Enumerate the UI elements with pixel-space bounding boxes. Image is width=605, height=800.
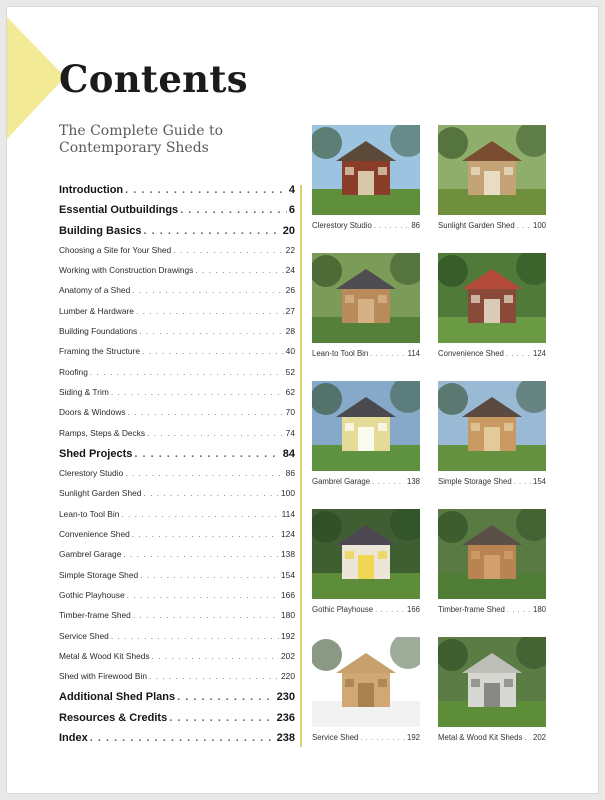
toc-item-label: Roofing bbox=[59, 366, 88, 377]
toc-page-number: 40 bbox=[285, 346, 295, 357]
shed-thumbnail[interactable] bbox=[438, 253, 546, 358]
leader-dots bbox=[123, 549, 279, 559]
page-title: Contents bbox=[59, 57, 248, 101]
leader-dots bbox=[132, 529, 279, 539]
shed-photo bbox=[312, 125, 420, 215]
toc-entry[interactable] bbox=[59, 184, 295, 204]
leader-dots bbox=[144, 225, 281, 237]
toc-entry[interactable] bbox=[59, 387, 295, 407]
leader-dots bbox=[125, 468, 283, 478]
toc-page-number: 24 bbox=[285, 265, 295, 276]
toc-item-label: Choosing a Site for Your Shed bbox=[59, 244, 172, 255]
toc-item-label: Shed with Firewood Bin bbox=[59, 671, 147, 682]
leader-dots bbox=[139, 326, 283, 336]
leader-dots bbox=[507, 605, 531, 614]
thumbnail-caption bbox=[312, 477, 420, 486]
caption-label: Gothic Playhouse bbox=[312, 605, 374, 614]
toc-item-label: Simple Storage Shed bbox=[59, 569, 139, 580]
toc-page-number: 114 bbox=[281, 508, 295, 519]
toc-page-number: 4 bbox=[288, 184, 295, 196]
leader-dots bbox=[370, 349, 405, 358]
thumbnail-caption bbox=[438, 477, 546, 486]
toc-entry[interactable] bbox=[59, 306, 295, 326]
toc-section-label: Essential Outbuildings bbox=[59, 204, 179, 217]
toc-entry[interactable] bbox=[59, 367, 295, 387]
caption-page-number: 166 bbox=[406, 605, 420, 614]
toc-page-number: 62 bbox=[285, 386, 295, 397]
caption-label: Convenience Shed bbox=[438, 349, 504, 358]
thumbnail-caption bbox=[312, 221, 420, 230]
thumbnail-caption bbox=[438, 733, 546, 742]
toc-entry[interactable] bbox=[59, 732, 295, 752]
shed-photo bbox=[312, 509, 420, 599]
leader-dots bbox=[127, 590, 279, 600]
caption-label: Service Shed bbox=[312, 733, 359, 742]
caption-page-number: 154 bbox=[532, 477, 546, 486]
caption-page-number: 124 bbox=[532, 349, 546, 358]
book-subtitle bbox=[59, 123, 289, 157]
leader-dots bbox=[524, 733, 531, 742]
toc-entry[interactable] bbox=[59, 326, 295, 346]
toc-page-number: 124 bbox=[281, 529, 295, 540]
toc-entry[interactable] bbox=[59, 549, 295, 569]
leader-dots bbox=[372, 477, 405, 486]
leader-dots bbox=[360, 733, 405, 742]
shed-photo bbox=[438, 509, 546, 599]
toc-entry[interactable] bbox=[59, 245, 295, 265]
toc-item-label: Convenience Shed bbox=[59, 529, 130, 540]
toc-page-number: 202 bbox=[281, 650, 295, 661]
toc-entry[interactable] bbox=[59, 691, 295, 711]
caption-page-number: 86 bbox=[411, 221, 420, 230]
shed-photo bbox=[312, 253, 420, 343]
toc-section-label: Introduction bbox=[59, 184, 124, 196]
toc-entry[interactable] bbox=[59, 204, 295, 224]
thumbnail-caption bbox=[312, 349, 420, 358]
leader-dots bbox=[140, 570, 279, 580]
leader-dots bbox=[195, 265, 283, 275]
leader-dots bbox=[136, 306, 284, 316]
leader-dots bbox=[506, 349, 531, 358]
leader-dots bbox=[121, 509, 279, 519]
thumbnail-caption bbox=[438, 349, 546, 358]
shed-thumbnail[interactable] bbox=[438, 637, 546, 742]
shed-thumbnail[interactable] bbox=[438, 509, 546, 614]
shed-photo bbox=[312, 381, 420, 471]
caption-label: Lean-to Tool Bin bbox=[312, 349, 369, 358]
toc-entry[interactable] bbox=[59, 265, 295, 285]
leader-dots bbox=[134, 448, 280, 460]
toc-entry[interactable] bbox=[59, 225, 295, 245]
shed-thumbnail[interactable] bbox=[438, 125, 546, 230]
toc-page-number: 166 bbox=[281, 589, 295, 600]
subtitle-line-1: The Complete Guide to bbox=[59, 123, 224, 139]
subtitle-line-2: Contemporary Sheds bbox=[59, 140, 209, 156]
leader-dots bbox=[173, 245, 283, 255]
caption-label: Sunlight Garden Shed bbox=[438, 221, 515, 230]
leader-dots bbox=[375, 605, 405, 614]
toc-entry[interactable] bbox=[59, 407, 295, 427]
leader-dots bbox=[152, 651, 279, 661]
toc-page-number: 154 bbox=[281, 569, 295, 580]
toc-entry[interactable] bbox=[59, 509, 295, 529]
toc-item-label: Clerestory Studio bbox=[59, 468, 124, 479]
toc-entry[interactable] bbox=[59, 712, 295, 732]
toc-item-label: Gothic Playhouse bbox=[59, 589, 125, 600]
toc-page-number: 84 bbox=[282, 447, 295, 460]
toc-entry[interactable] bbox=[59, 346, 295, 366]
thumbnail-caption bbox=[312, 605, 420, 614]
toc-item-label: Timber-frame Shed bbox=[59, 610, 131, 621]
leader-dots bbox=[180, 204, 287, 216]
shed-photo bbox=[438, 125, 546, 215]
toc-section-label: Shed Projects bbox=[59, 447, 133, 460]
toc-item-label: Gambrel Garage bbox=[59, 549, 122, 560]
caption-label: Gambrel Garage bbox=[312, 477, 371, 486]
caption-page-number: 192 bbox=[406, 733, 420, 742]
thumbnail-caption bbox=[438, 221, 546, 230]
toc-page-number: 220 bbox=[281, 671, 295, 682]
toc-entry[interactable] bbox=[59, 448, 295, 468]
shed-thumbnail[interactable] bbox=[312, 637, 420, 742]
toc-entry[interactable] bbox=[59, 468, 295, 488]
toc-item-label: Ramps, Steps & Decks bbox=[59, 427, 146, 438]
toc-entry[interactable] bbox=[59, 529, 295, 549]
toc-item-label: Working with Construction Drawings bbox=[59, 265, 194, 276]
caption-label: Metal & Wood Kit Sheds bbox=[438, 733, 523, 742]
toc-entry[interactable] bbox=[59, 590, 295, 610]
toc-page-number: 192 bbox=[281, 630, 295, 641]
contents-page bbox=[6, 6, 599, 794]
caption-page-number: 100 bbox=[532, 221, 546, 230]
toc-entry[interactable] bbox=[59, 488, 295, 508]
toc-entry[interactable] bbox=[59, 570, 295, 590]
toc-page-number: 52 bbox=[285, 366, 295, 377]
toc-page-number: 6 bbox=[288, 204, 295, 217]
leader-dots bbox=[132, 285, 283, 295]
toc-item-label: Sunlight Garden Shed bbox=[59, 488, 142, 499]
leader-dots bbox=[177, 691, 275, 703]
shed-thumbnail[interactable] bbox=[312, 253, 420, 358]
caption-page-number: 138 bbox=[406, 477, 420, 486]
toc-item-label: Siding & Trim bbox=[59, 386, 109, 397]
toc-page-number: 230 bbox=[276, 691, 295, 704]
toc-section-label: Additional Shed Plans bbox=[59, 691, 176, 704]
shed-thumbnail[interactable] bbox=[312, 125, 420, 230]
shed-photo bbox=[438, 253, 546, 343]
toc-page-number: 100 bbox=[281, 488, 295, 499]
shed-photo bbox=[312, 637, 420, 727]
toc-page-number: 28 bbox=[285, 326, 295, 337]
toc-item-label: Service Shed bbox=[59, 630, 109, 641]
caption-page-number: 180 bbox=[532, 605, 546, 614]
thumbnail-caption bbox=[438, 605, 546, 614]
leader-dots bbox=[90, 367, 284, 377]
leader-dots bbox=[133, 610, 279, 620]
toc-entry[interactable] bbox=[59, 610, 295, 630]
leader-dots bbox=[128, 407, 284, 417]
leader-dots bbox=[514, 477, 531, 486]
toc-section-label: Building Basics bbox=[59, 224, 142, 237]
shed-thumbnail[interactable] bbox=[312, 509, 420, 614]
toc-page-number: 138 bbox=[281, 549, 295, 560]
toc-page-number: 74 bbox=[285, 427, 295, 438]
toc-item-label: Metal & Wood Kit Sheds bbox=[59, 650, 150, 661]
toc-page-number: 26 bbox=[285, 285, 295, 296]
toc-entry[interactable] bbox=[59, 285, 295, 305]
toc-page-number: 238 bbox=[276, 732, 295, 745]
shed-thumbnail[interactable] bbox=[312, 381, 420, 486]
divider-rule bbox=[300, 185, 302, 747]
toc-section-label: Resources & Credits bbox=[59, 711, 168, 724]
toc-entry[interactable] bbox=[59, 428, 295, 448]
caption-label: Simple Storage Shed bbox=[438, 477, 512, 486]
toc-page-number: 27 bbox=[285, 305, 295, 316]
shed-photo bbox=[438, 381, 546, 471]
leader-dots bbox=[111, 387, 284, 397]
table-of-contents bbox=[59, 184, 295, 752]
toc-page-number: 86 bbox=[285, 468, 295, 479]
caption-label: Timber-frame Shed bbox=[438, 605, 505, 614]
leader-dots bbox=[90, 732, 275, 744]
toc-section-label: Index bbox=[59, 732, 88, 745]
toc-item-label: Building Foundations bbox=[59, 326, 138, 337]
toc-entry[interactable] bbox=[59, 651, 295, 671]
leader-dots bbox=[143, 488, 279, 498]
leader-dots bbox=[142, 346, 284, 356]
toc-page-number: 180 bbox=[281, 610, 295, 621]
toc-entry[interactable] bbox=[59, 671, 295, 691]
leader-dots bbox=[374, 221, 410, 230]
leader-dots bbox=[111, 631, 279, 641]
toc-item-label: Anatomy of a Shed bbox=[59, 285, 131, 296]
toc-page-number: 70 bbox=[285, 407, 295, 418]
leader-dots bbox=[169, 712, 274, 724]
leader-dots bbox=[517, 221, 531, 230]
toc-item-label: Lean-to Tool Bin bbox=[59, 508, 120, 519]
shed-thumbnail[interactable] bbox=[438, 381, 546, 486]
leader-dots bbox=[125, 184, 287, 196]
toc-page-number: 22 bbox=[285, 244, 295, 255]
leader-dots bbox=[147, 428, 284, 438]
toc-page-number: 236 bbox=[276, 711, 295, 724]
toc-entry[interactable] bbox=[59, 631, 295, 651]
caption-label: Clerestory Studio bbox=[312, 221, 372, 230]
shed-photo bbox=[438, 637, 546, 727]
caption-page-number: 202 bbox=[532, 733, 546, 742]
caption-page-number: 114 bbox=[407, 349, 420, 358]
toc-item-label: Framing the Structure bbox=[59, 346, 140, 357]
thumbnail-caption bbox=[312, 733, 420, 742]
toc-item-label: Lumber & Hardware bbox=[59, 305, 134, 316]
toc-item-label: Doors & Windows bbox=[59, 407, 126, 418]
leader-dots bbox=[149, 671, 279, 681]
toc-page-number: 20 bbox=[282, 224, 295, 237]
